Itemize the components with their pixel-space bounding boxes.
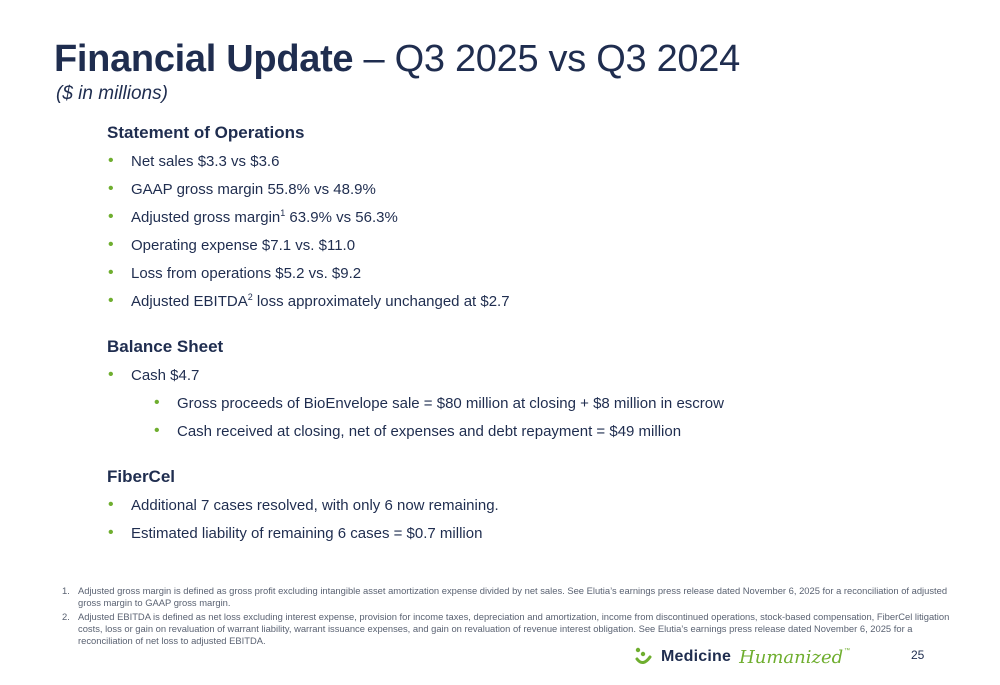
list-item-text: Adjusted gross margin: [131, 209, 281, 226]
bullet-icon: •: [108, 496, 114, 513]
footnote: [62, 611, 962, 648]
list-item-text: GAAP gross margin 55.8% vs 48.9%: [131, 181, 376, 198]
footnotes: [62, 585, 962, 648]
footnote-ref: 2: [247, 292, 253, 302]
slide-title: [54, 37, 740, 81]
list-item: [107, 264, 967, 284]
logo-word-humanized: Humanized: [739, 646, 844, 668]
list-item: [107, 496, 967, 516]
list-item-text: Additional 7 cases resolved, with only 6 now remaining.: [131, 497, 499, 514]
title-bold: Financial Update: [54, 38, 354, 80]
footnote-number: 1.: [62, 585, 70, 596]
list-item-text: Gross proceeds of BioEnvelope sale = $80 million at closing + $8 million in escrow: [177, 395, 724, 412]
trademark-mark: ™: [844, 648, 851, 654]
balance-heading: Balance Sheet: [107, 337, 224, 356]
list-item: [107, 208, 967, 228]
list-item-text: Operating expense $7.1 vs. $11.0: [131, 237, 356, 254]
list-item: [107, 524, 967, 544]
balance-sublist: [153, 394, 967, 442]
list-item-text: Loss from operations $5.2 vs. $9.2: [131, 265, 362, 282]
footnote-ref: 1: [280, 208, 286, 218]
list-item-text: Adjusted EBITDA: [131, 293, 248, 310]
bullet-icon: •: [108, 180, 114, 197]
footnote: [62, 585, 962, 610]
bullet-icon: •: [108, 208, 114, 225]
logo-word-medicine: Medicine: [661, 648, 732, 665]
page-number: 25: [911, 648, 925, 662]
list-item-text: Net sales $3.3 vs $3.6: [131, 153, 280, 170]
footnote-text: Adjusted gross margin is defined as gross profit excluding intangible asset amortization expense divided by net sales. See Elutia’s earnings press release dated November 6, 2025 for a reconciliation of adjusted gross margin to GAAP gross margin.: [78, 585, 948, 609]
fibercel-list: [107, 496, 967, 544]
slide-body: [107, 122, 967, 544]
list-item: [107, 292, 967, 312]
list-item: [107, 366, 967, 386]
footnote-number: 2.: [62, 610, 70, 622]
slide-subtitle: ($ in millions): [56, 83, 168, 104]
list-item-text: 63.9% vs 56.3%: [285, 209, 398, 226]
list-item: [107, 236, 967, 256]
bullet-icon: •: [108, 236, 114, 253]
bullet-icon: •: [108, 524, 114, 541]
balance-list: [107, 366, 967, 386]
list-item-text: loss approximately unchanged at $2.7: [252, 293, 510, 310]
bullet-icon: •: [108, 264, 114, 281]
company-logo: [633, 644, 850, 670]
footnote-text: Adjusted EBITDA is defined as net loss excluding interest expense, provision for income taxes, depreciation and amortization, income from discontinued operations, stock-based compensation, FiberCel litigation costs, loss or gain on revaluation of warrant liability, warrant issuance expenses, and gain on revaluation of revenue interest obligation. See Elutia’s earnings press release dated November 6, 2025 for a reconciliation of net loss to adjusted EBITDA.: [78, 610, 950, 647]
list-item: [153, 422, 967, 442]
operations-heading: Statement of Operations: [107, 123, 305, 142]
list-item-text: Cash received at closing, net of expenses and debt repayment = $49 million: [177, 423, 682, 440]
bullet-icon: •: [154, 394, 160, 411]
list-item-text: Estimated liability of remaining 6 cases = $0.7 million: [131, 525, 483, 542]
bullet-icon: •: [108, 152, 114, 169]
fibercel-heading: FiberCel: [107, 467, 176, 486]
smile-logo-icon: [633, 646, 655, 668]
list-item: [107, 152, 967, 172]
list-item: [153, 394, 967, 414]
operations-list: [107, 152, 967, 312]
bullet-icon: •: [154, 422, 160, 439]
bullet-icon: •: [108, 366, 114, 383]
bullet-icon: •: [108, 292, 114, 309]
list-item: [107, 180, 967, 200]
title-rest: – Q3 2025 vs Q3 2024: [353, 38, 740, 80]
list-item-text: Cash $4.7: [131, 367, 200, 384]
